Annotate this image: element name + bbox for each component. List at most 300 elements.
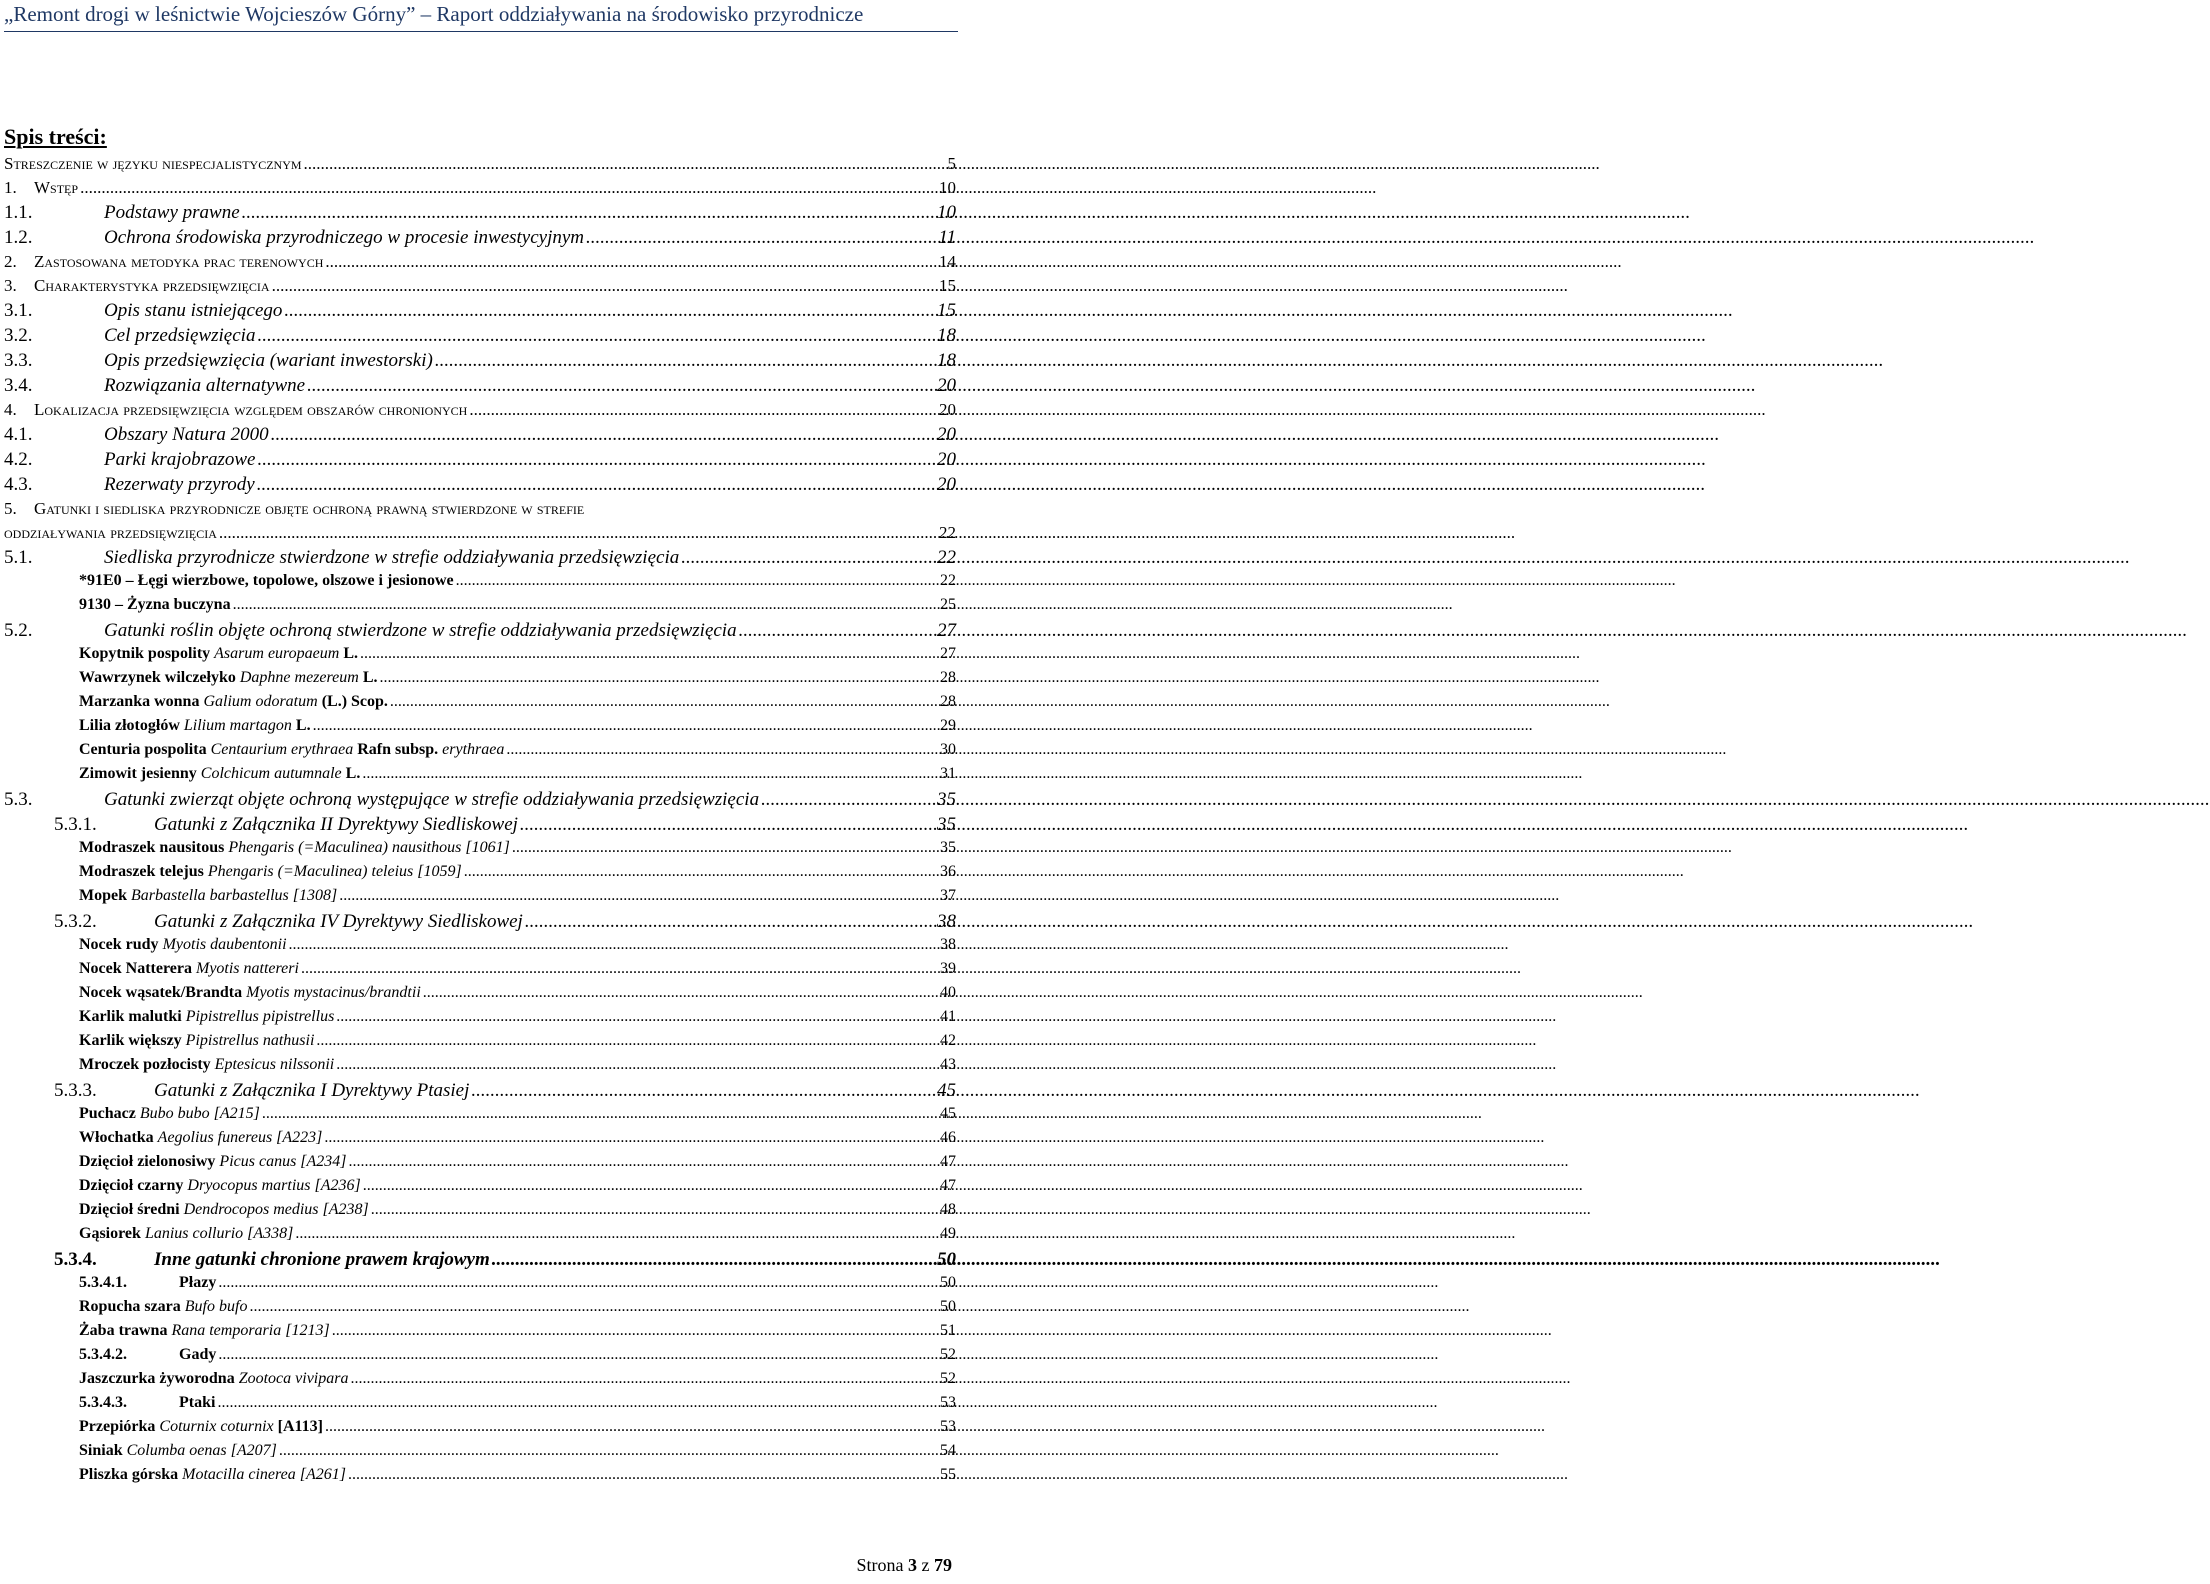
toc-leader-dots (219, 523, 937, 543)
toc-entry-page: 14 (939, 252, 956, 271)
toc-entry-text (79, 741, 504, 759)
toc-entry-text (79, 887, 337, 905)
toc-entry[interactable] (0, 1370, 960, 1394)
toc-entry-tail: (L.) Scop. (317, 693, 388, 710)
toc-entry-latin: Colchicum autumnale (200, 765, 342, 782)
toc-entry[interactable] (0, 523, 960, 547)
toc-entry[interactable] (0, 276, 960, 300)
toc-leader-dots (304, 154, 946, 174)
toc-leader-dots (295, 1225, 938, 1243)
toc-entry-text (79, 1201, 369, 1219)
toc-entry-page: 41 (940, 1008, 956, 1025)
toc-entry-text (79, 960, 299, 978)
toc-entry-number: 5.1. (4, 547, 33, 568)
toc-entry[interactable] (0, 547, 960, 572)
toc-entry-latin: Galium odoratum (203, 693, 318, 710)
toc-entry[interactable] (0, 669, 960, 693)
toc-entry[interactable] (0, 202, 960, 227)
toc-entry-latin: Barbastella barbastellus [1308] (131, 887, 338, 904)
table-of-contents (0, 154, 960, 1490)
toc-entry-text (79, 1129, 322, 1147)
toc-entry-name: Ropucha szara (79, 1298, 185, 1315)
toc-entry-page: 35 (937, 814, 956, 835)
toc-entry-page: 51 (940, 1322, 956, 1339)
toc-entry-text (79, 717, 311, 735)
footer-current-page: 3 (908, 1555, 917, 1575)
toc-entry-page: 54 (940, 1442, 956, 1459)
toc-leader-dots (371, 1201, 938, 1219)
toc-entry-page: 53 (940, 1394, 956, 1411)
toc-entry-text: Zastosowana metodyka prac terenowych (34, 252, 324, 271)
toc-entry-latin: Coturnix coturnix (159, 1418, 274, 1435)
toc-entry-latin2: erythraea (442, 741, 505, 758)
toc-entry-name: Modraszek telejus (79, 863, 208, 880)
toc-entry-page: 49 (940, 1225, 956, 1242)
toc-entry-number: 4.3. (4, 474, 33, 495)
toc-leader-dots (586, 227, 936, 249)
toc-entry-tail: L. (358, 669, 378, 686)
toc-entry-number: 4.1. (4, 424, 33, 445)
toc-entry-number: 5.3.3. (54, 1080, 97, 1101)
toc-entry-latin: Dendrocopos medius [A238] (183, 1201, 369, 1218)
toc-entry[interactable] (0, 717, 960, 741)
toc-entry-latin: Pipistrellus nathusii (185, 1032, 315, 1049)
toc-entry[interactable] (0, 1008, 960, 1032)
toc-entry-text (79, 1153, 347, 1171)
toc-entry-page: 20 (937, 375, 956, 396)
toc-entry-text (79, 1298, 247, 1316)
toc-leader-dots (80, 178, 937, 198)
header-title: „Remont drogi w leśnictwie Wojcieszów Górny” – Raport oddziaływania na środowisko przyrodnicze (4, 2, 864, 26)
toc-entry-name: Dzięcioł zielonosiwy (79, 1153, 220, 1170)
toc-leader-dots (520, 814, 935, 836)
toc-entry[interactable] (0, 1466, 960, 1490)
toc-entry-page: 15 (937, 300, 956, 321)
toc-entry-page: 20 (939, 400, 956, 419)
toc-entry-page: 35 (937, 789, 956, 810)
toc-leader-dots (272, 276, 937, 296)
toc-entry[interactable] (0, 1394, 960, 1418)
toc-entry-tail: L. (341, 765, 361, 782)
toc-leader-dots (506, 741, 938, 759)
toc-entry-text (79, 1008, 334, 1026)
toc-entry-latin: Phengaris (=Maculinea) nausithous [1061] (228, 839, 510, 856)
toc-entry-text (79, 1418, 323, 1436)
toc-entry-page: 18 (937, 350, 956, 371)
toc-entry-page: 38 (940, 936, 956, 953)
toc-entry[interactable] (0, 1346, 960, 1370)
toc-entry-page: 52 (940, 1346, 956, 1363)
toc-entry-text: Gatunki z Załącznika IV Dyrektywy Siedliskowej (154, 911, 523, 932)
toc-entry-number: 5.3.4.2. (79, 1346, 127, 1363)
toc-entry[interactable] (0, 1153, 960, 1177)
toc-entry-text: Gatunki i siedliska przyrodnicze objęte ochroną prawną stwierdzone w strefie (34, 499, 585, 518)
toc-leader-dots (307, 375, 935, 397)
toc-entry-name: Puchacz (79, 1105, 140, 1122)
toc-entry[interactable] (0, 400, 960, 424)
toc-entry-page: 31 (940, 765, 956, 782)
toc-entry-latin: Daphne mezereum (239, 669, 359, 686)
toc-entry[interactable] (0, 984, 960, 1008)
toc-entry-name: Włochatka (79, 1129, 158, 1146)
toc-entry-page: 39 (940, 960, 956, 977)
toc-entry[interactable] (0, 1129, 960, 1153)
toc-leader-dots (332, 1322, 938, 1340)
toc-entry-name: Nocek Natterera (79, 960, 196, 977)
toc-leader-dots (435, 350, 935, 372)
toc-entry-number: 1.1. (4, 202, 33, 223)
toc-entry-latin: Phengaris (=Maculinea) teleius [1059] (207, 863, 462, 880)
toc-leader-dots (379, 669, 938, 687)
toc-entry[interactable] (0, 936, 960, 960)
toc-leader-dots (325, 252, 937, 272)
toc-entry[interactable] (0, 1177, 960, 1201)
toc-entry-text: Ptaki (179, 1394, 216, 1411)
toc-leader-dots (336, 1008, 938, 1026)
toc-entry-text (79, 765, 360, 783)
toc-entry-name: Marzanka wonna (79, 693, 204, 710)
toc-leader-dots (348, 1466, 938, 1484)
toc-leader-dots (390, 693, 938, 711)
toc-entry-latin: Picus canus [A234] (219, 1153, 347, 1170)
toc-entry[interactable] (0, 765, 960, 789)
toc-entry-latin: Aegolius funereus [A223] (157, 1129, 323, 1146)
toc-entry-name: Jaszczurka żyworodna (79, 1370, 239, 1387)
toc-entry-text (79, 1322, 330, 1340)
toc-entry[interactable] (0, 252, 960, 276)
toc-leader-dots (262, 1105, 938, 1123)
toc-entry-text: Wstęp (34, 178, 79, 197)
toc-entry-page: 10 (939, 178, 956, 197)
toc-entry-latin: Eptesicus nilssonii (214, 1056, 335, 1073)
toc-entry-page: 37 (940, 887, 956, 904)
toc-leader-dots (471, 1080, 935, 1102)
toc-entry-page: 50 (940, 1298, 956, 1315)
toc-entry-text: Ochrona środowiska przyrodniczego w procesie inwestycyjnym (104, 227, 585, 248)
toc-leader-dots (456, 572, 938, 590)
toc-entry-number: 3.4. (4, 375, 33, 396)
toc-entry[interactable] (0, 572, 960, 596)
toc-entry-name: Dzięcioł czarny (79, 1177, 188, 1194)
toc-entry-page: 11 (938, 227, 956, 248)
toc-leader-dots (339, 887, 938, 905)
toc-entry[interactable] (0, 375, 960, 400)
toc-entry-name: Wawrzynek wilczełyko (79, 669, 240, 686)
toc-entry-tail: Rafn subsp. (353, 741, 443, 758)
toc-entry-text (79, 1225, 293, 1243)
toc-entry[interactable] (0, 960, 960, 984)
toc-entry-text: Gady (179, 1346, 217, 1363)
toc-entry[interactable] (0, 300, 960, 325)
toc-entry-number: 5.3.4. (54, 1249, 97, 1270)
toc-entry-text (79, 1466, 346, 1484)
toc-entry-text: Płazy (179, 1274, 217, 1291)
toc-entry-text: Obszary Natura 2000 (104, 424, 269, 445)
toc-entry-text (79, 572, 454, 590)
toc-leader-dots (492, 1249, 935, 1271)
toc-entry-number: 4. (4, 400, 17, 419)
toc-leader-dots (218, 1346, 938, 1364)
toc-leader-dots (289, 936, 938, 954)
toc-entry[interactable] (0, 178, 960, 202)
toc-entry-page: 50 (940, 1274, 956, 1291)
toc-entry-tail: L. (291, 717, 311, 734)
toc-entry-page: 25 (940, 596, 956, 613)
toc-entry[interactable] (0, 1225, 960, 1249)
toc-entry-text (79, 984, 421, 1002)
toc-entry-latin: Lanius collurio [A338] (144, 1225, 294, 1242)
toc-entry[interactable] (0, 424, 960, 449)
toc-entry-page: 35 (940, 839, 956, 856)
footer-label: Strona (856, 1555, 908, 1575)
toc-entry-page: 36 (940, 863, 956, 880)
toc-leader-dots (279, 1442, 938, 1460)
toc-entry-latin: Pipistrellus pipistrellus (185, 1008, 335, 1025)
toc-entry-text: Gatunki zwierząt objęte ochroną występujące w strefie oddziaływania przedsięwzięcia (104, 789, 760, 810)
toc-entry[interactable] (0, 1080, 960, 1105)
toc-entry[interactable] (0, 350, 960, 375)
toc-entry-name: Nocek rudy (79, 936, 163, 953)
toc-entry[interactable] (0, 449, 960, 474)
toc-leader-dots (301, 960, 938, 978)
toc-leader-dots (257, 325, 935, 347)
toc-leader-dots (284, 300, 935, 322)
toc-entry[interactable] (0, 1298, 960, 1322)
toc-leader-dots (525, 911, 935, 933)
toc-entry-text: Gatunki z Załącznika I Dyrektywy Ptasiej (154, 1080, 470, 1101)
toc-entry[interactable] (0, 474, 960, 499)
toc-entry-page: 18 (937, 325, 956, 346)
toc-entry-name: Żaba trawna (79, 1322, 172, 1339)
toc-entry[interactable] (0, 863, 960, 887)
toc-entry-page: 22 (939, 523, 956, 542)
toc-entry[interactable] (0, 1442, 960, 1466)
toc-entry-text (79, 693, 388, 711)
toc-entry-page: 27 (937, 620, 956, 641)
toc-entry-text: Rozwiązania alternatywne (104, 375, 306, 396)
toc-leader-dots (512, 839, 938, 857)
toc-entry-name: Nocek wąsatek/Brandta (79, 984, 247, 1001)
toc-leader-dots (349, 1153, 938, 1171)
toc-entry-text (79, 1056, 334, 1074)
toc-entry-text: Rezerwaty przyrody (104, 474, 255, 495)
toc-entry[interactable] (0, 911, 960, 936)
toc-entry-name: Karlik malutki (79, 1008, 186, 1025)
toc-entry-page: 15 (939, 276, 956, 295)
toc-entry-page: 30 (940, 741, 956, 758)
toc-entry[interactable] (0, 596, 960, 620)
toc-leader-dots (360, 645, 938, 663)
toc-entry-page: 42 (940, 1032, 956, 1049)
toc-leader-dots (739, 620, 935, 642)
footer-total-pages: 79 (934, 1555, 952, 1575)
toc-entry-latin: Bubo bubo [A215] (139, 1105, 260, 1122)
toc-entry-latin: Centaurium erythraea (210, 741, 354, 758)
toc-entry[interactable] (0, 814, 960, 839)
toc-entry-page: 50 (937, 1249, 956, 1270)
toc-entry-page: 28 (940, 693, 956, 710)
toc-entry-page: 43 (940, 1056, 956, 1073)
toc-entry-page: 40 (940, 984, 956, 1001)
toc-leader-dots (257, 474, 935, 496)
toc-entry[interactable] (0, 1201, 960, 1225)
toc-entry-name: 9130 – Żyzna buczyna (79, 596, 231, 613)
toc-leader-dots (249, 1298, 938, 1316)
toc-entry[interactable] (0, 887, 960, 911)
toc-entry-latin: Myotis mystacinus/brandtii (246, 984, 421, 1001)
toc-entry-number: 5. (4, 499, 17, 518)
toc-entry-page: 45 (940, 1105, 956, 1122)
toc-entry-name: Modraszek nausitous (79, 839, 229, 856)
toc-leader-dots (218, 1274, 938, 1292)
toc-entry[interactable] (0, 227, 960, 252)
toc-entry-name: *91E0 – Łęgi wierzbowe, topolowe, olszowe i jesionowe (79, 572, 454, 589)
toc-entry[interactable] (0, 1322, 960, 1346)
toc-entry[interactable] (0, 741, 960, 765)
toc-leader-dots (316, 1032, 938, 1050)
toc-entry[interactable] (0, 839, 960, 863)
toc-entry-page: 10 (937, 202, 956, 223)
toc-leader-dots (324, 1129, 938, 1147)
toc-entry-text: Podstawy prawne (104, 202, 240, 223)
toc-entry-number: 2. (4, 252, 17, 271)
toc-entry-text: Parki krajobrazowe (104, 449, 256, 470)
toc-entry-number: 3. (4, 276, 17, 295)
toc-entry-latin: Columba oenas [A207] (126, 1442, 277, 1459)
toc-entry-text (79, 936, 287, 954)
toc-entry-page: 53 (940, 1418, 956, 1435)
toc-leader-dots (363, 1177, 938, 1195)
toc-entry-text (79, 1370, 348, 1388)
toc-entry-number: 5.3.1. (54, 814, 97, 835)
page-footer (857, 1555, 953, 1576)
toc-entry-text: Inne gatunki chronione prawem krajowym (154, 1249, 490, 1270)
toc-leader-dots (423, 984, 938, 1002)
toc-entry-page: 22 (937, 547, 956, 568)
toc-entry-text: Lokalizacja przedsięwzięcia względem obszarów chronionych (34, 400, 468, 419)
toc-entry-text (79, 1442, 277, 1460)
toc-entry-page: 28 (940, 669, 956, 686)
toc-entry-text (79, 1105, 260, 1123)
toc-leader-dots (217, 1394, 938, 1412)
toc-entry-name: Pliszka górska (79, 1466, 183, 1483)
toc-leader-dots (242, 202, 935, 224)
toc-leader-dots (325, 1418, 938, 1436)
toc-entry-text: Opis stanu istniejącego (104, 300, 283, 321)
toc-leader-dots (233, 596, 938, 614)
toc-entry-text (79, 1032, 314, 1050)
toc-entry-latin: Dryocopus martius [A236] (187, 1177, 361, 1194)
toc-entry-page: 20 (937, 449, 956, 470)
toc-entry-name: Mroczek pozłocisty (79, 1056, 215, 1073)
toc-entry-latin: Myotis nattereri (195, 960, 299, 977)
toc-leader-dots (271, 424, 935, 446)
toc-leader-dots (336, 1056, 938, 1074)
toc-entry-text: Opis przedsięwzięcia (wariant inwestorski) (104, 350, 433, 371)
toc-entry-number: 1. (4, 178, 17, 197)
toc-entry-page: 20 (937, 424, 956, 445)
toc-entry-number: 3.1. (4, 300, 33, 321)
toc-entry-text (79, 669, 377, 687)
toc-entry-number: 3.3. (4, 350, 33, 371)
toc-entry[interactable] (0, 154, 960, 178)
toc-entry-name: Centuria pospolita (79, 741, 211, 758)
toc-entry[interactable] (0, 693, 960, 717)
toc-entry-name: Zimowit jesienny (79, 765, 201, 782)
toc-entry[interactable] (0, 645, 960, 669)
toc-entry-latin: Myotis daubentonii (162, 936, 287, 953)
toc-entry-page: 46 (940, 1129, 956, 1146)
toc-entry-text: Charakterystyka przedsięwzięcia (34, 276, 270, 295)
toc-entry-page: 55 (940, 1466, 956, 1483)
toc-entry[interactable] (0, 1418, 960, 1442)
toc-title: Spis treści: (4, 124, 107, 149)
toc-entry-name: Kopytnik pospolity (79, 645, 215, 662)
toc-entry-name: Przepiórka (79, 1418, 160, 1435)
footer-sep: z (917, 1555, 934, 1575)
toc-entry[interactable] (0, 1105, 960, 1129)
toc-entry-name: Mopek (79, 887, 131, 904)
toc-entry-number: 5.3.2. (54, 911, 97, 932)
toc-entry-text (79, 645, 358, 663)
toc-entry-tail: [A113] (273, 1418, 323, 1435)
toc-entry-page: 27 (940, 645, 956, 662)
toc-entry-latin: Rana temporaria [1213] (171, 1322, 330, 1339)
toc-entry-page: 22 (940, 572, 956, 589)
toc-entry-number: 1.2. (4, 227, 33, 248)
toc-entry-tail: L. (339, 645, 358, 662)
toc-entry-page: 5 (947, 154, 956, 173)
toc-entry-page: 38 (937, 911, 956, 932)
toc-leader-dots (469, 400, 937, 420)
toc-entry-text: Gatunki z Załącznika II Dyrektywy Siedliskowej (154, 814, 518, 835)
toc-leader-dots (464, 863, 938, 881)
toc-entry-name: Dzięcioł średni (79, 1201, 184, 1218)
toc-entry-number: 5.2. (4, 620, 33, 641)
toc-entry-text: Siedliska przyrodnicze stwierdzone w strefie oddziaływania przedsięwzięcia (104, 547, 680, 568)
toc-entry[interactable] (0, 1249, 960, 1274)
toc-leader-dots (350, 1370, 938, 1388)
toc-entry-number: 3.2. (4, 325, 33, 346)
toc-entry-page: 45 (937, 1080, 956, 1101)
toc-entry-text: Streszczenie w języku niespecjalistycznym (4, 154, 302, 173)
toc-entry-page: 29 (940, 717, 956, 734)
toc-entry[interactable] (0, 1056, 960, 1080)
toc-entry-latin: Motacilla cinerea [A261] (182, 1466, 346, 1483)
toc-entry-page: 52 (940, 1370, 956, 1387)
header-rule (4, 31, 958, 32)
toc-entry[interactable] (0, 1032, 960, 1056)
toc-entry-name: Siniak (79, 1442, 127, 1459)
toc-entry[interactable] (0, 789, 960, 814)
toc-entry-page: 47 (940, 1177, 956, 1194)
toc-entry-page: 47 (940, 1153, 956, 1170)
toc-entry[interactable] (0, 499, 960, 523)
toc-entry-text (79, 863, 462, 881)
toc-entry[interactable] (0, 620, 960, 645)
toc-entry-name: Lilia złotogłów (79, 717, 184, 734)
toc-entry-text: oddziaływania przedsięwzięcia (4, 523, 217, 542)
toc-leader-dots (257, 449, 935, 471)
toc-entry-number: 4.2. (4, 449, 33, 470)
toc-entry-latin: Zootoca vivipara (238, 1370, 349, 1387)
toc-leader-dots (681, 547, 935, 569)
toc-entry-text: Gatunki roślin objęte ochroną stwierdzone w strefie oddziaływania przedsięwzięcia (104, 620, 737, 641)
toc-entry[interactable] (0, 325, 960, 350)
toc-entry-name: Karlik większy (79, 1032, 186, 1049)
toc-entry[interactable] (0, 1274, 960, 1298)
toc-entry-number: 5.3.4.1. (79, 1274, 127, 1291)
